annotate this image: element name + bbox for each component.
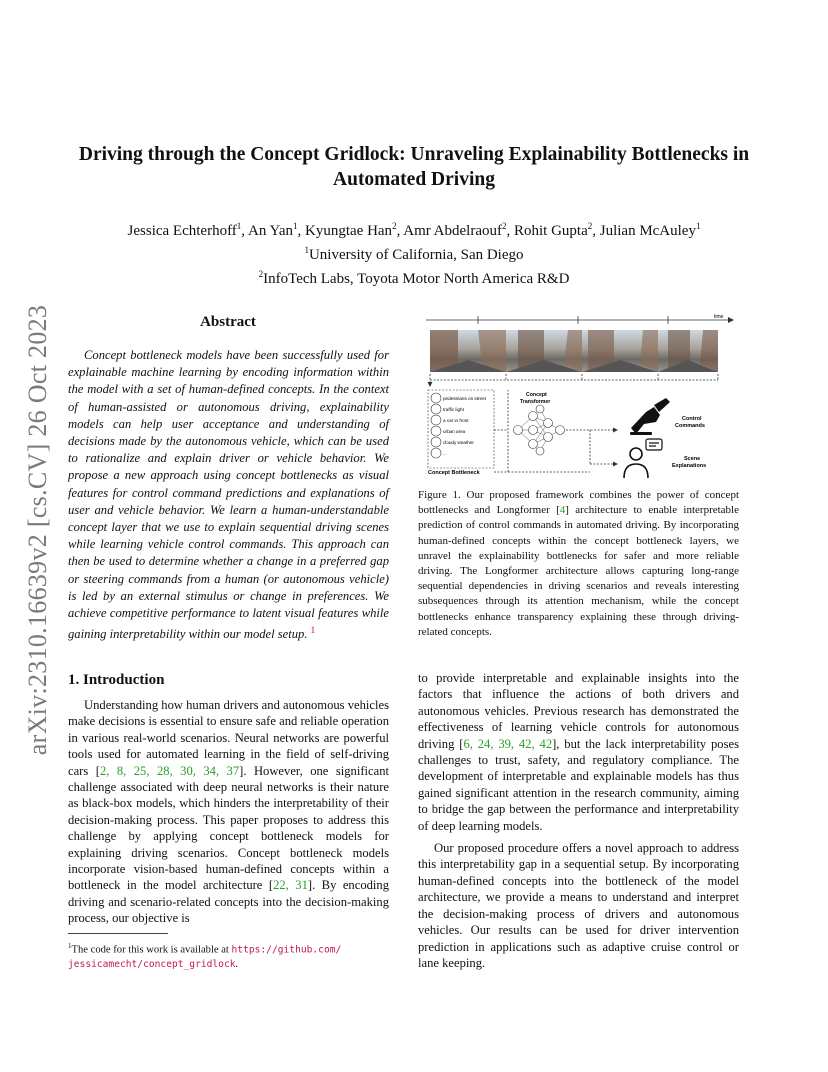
caption-text: Figure 1. Our proposed framework combines the power of concept bottlenecks and Longformer [ (418, 489, 739, 517)
affil-text: InfoTech Labs, Toyota Motor North America R&D (263, 271, 570, 287)
author: Rohit Gupta (513, 223, 588, 239)
footnote (68, 939, 389, 972)
author-names: Jessica Echterhoff$^1$, An Yan$^1$, Kyungtae Han$^2$, Amr Abdelraouf$^2$, Rohit Gupta$^2$, Julian McAuley$^1$ (127, 221, 701, 239)
concept-item: pedestrians on street (443, 396, 486, 401)
concept-item: a car in front (443, 418, 469, 423)
abstract-heading: Abstract (200, 314, 256, 330)
figure-1 (418, 312, 739, 484)
citation-link[interactable]: 2, 8, 25, 28, 30, 34, 37 (99, 763, 240, 778)
paragraph (418, 670, 739, 834)
paragraph-text: ]. However, one significant challenge associated with deep neural networks is their nature as black-box models, which hinders the interpretability of their decision-making process. This paper proposes to address this challenge by applying concept bottleneck models for explaining driving scenarios. Concept bottleneck models incorporate vision-based human-defined concepts within a bottleneck in the model architecture [ (68, 763, 390, 893)
abstract-text (68, 347, 389, 644)
arxiv-id-text: arXiv:2310.16639v2 [cs.CV] 26 Oct 2023 (23, 304, 52, 756)
concept-item: urban area (443, 429, 466, 434)
control-commands-label: Control (682, 416, 702, 422)
affil-mark: 2 (392, 221, 397, 231)
scene-explanations-label: Scene (684, 456, 701, 462)
citation-link[interactable]: 22, 31 (273, 878, 308, 893)
section-heading: 1. Introduction (68, 672, 165, 688)
arxiv-identifier (18, 300, 58, 760)
concept-bottleneck-label: Concept Bottleneck (428, 470, 480, 476)
affil-mark: 1 (293, 221, 298, 231)
control-commands-label: Commands (675, 423, 705, 429)
author: Jessica Echterhoff (127, 223, 237, 239)
footnote-link[interactable]: 1 (310, 625, 316, 636)
paragraph: Our proposed procedure offers a novel approach to address this interpretability gap in a sequential setup. By incorporating human-defined concepts into the bottleneck of the model architecture, we provide a means to understand and interpret the decision-making process of drivers and autonomous vehicles. Our results can be used for driver intervention prediction in applications such as adaptive cruise control or lane keeping. (418, 841, 739, 970)
footnote-mark: 1 (68, 942, 72, 950)
driver-person-icon (624, 448, 648, 478)
author: Julian McAuley (599, 223, 696, 239)
affiliation-2 (60, 265, 768, 289)
street-scene-images (430, 330, 718, 372)
code-url-link[interactable]: jessicamecht/concept_gridlock (68, 958, 236, 970)
footnote-rule (68, 933, 168, 934)
affil-mark: 1 (236, 221, 242, 231)
intro-left-column (68, 697, 389, 927)
concept-list (428, 390, 508, 476)
concept-item: ... (443, 451, 447, 456)
paragraph-text: to provide interpretable and explainable insights into the factors that influence the actions of both drivers and autonomous vehicles. Previous research has demonstrated the effectiveness of learning vehicle controls for autonomous driving [ (418, 671, 739, 751)
affiliation-1 (60, 241, 768, 265)
paragraph-text: ]. By encoding driving and scenario-related concepts into the decision-making process, our objective is (68, 878, 390, 926)
paragraph-text: ], but the lack interpretability poses challenges to trust, safety, and regulatory compliance. The development of interpretable and explainable models has thus gained significant attention in the research community, aiming to bridge the gap between the performance and interpretability of deep learning models. (418, 736, 739, 833)
pedal-icon (630, 398, 670, 435)
abstract-body: Concept bottleneck models have been successfully used for explainable machine learning by encoding information within the model with a set of human-defined concepts. In the context of human-assisted or autonomous driving, explainability models can help user acceptance and understanding of decisions made by the autonomous vehicle, which can be used to rationalize and explain driver or vehicle behavior. We propose a new approach using concept bottlenecks as visual features for control command predictions and explanations of user and vehicle behavior. We learn a human-understandable concept layer that we use to explain sequential driving scenes while learning vehicle control commands. This approach can then be used to determine whether a change in a preferred gap or steering commands from a human (or autonomous vehicle) is led by an external stimulus or change in preferences. We achieve competitive performance to latent visual features while gaining interpretability within our model setup. (68, 348, 389, 642)
framework-diagram (418, 312, 739, 484)
affil-mark: 1 (304, 245, 309, 255)
affil-mark: 2 (501, 221, 507, 231)
author: Amr Abdelraouf (403, 223, 502, 239)
paragraph-text: Understanding how human drivers and autonomous vehicles make decisions is essential to ensure safe and reliable operation in various real-world scenarios. Neural networks are powerful tools used for automated learning in the field of self-driving cars [ (68, 698, 389, 778)
affil-mark: 2 (258, 269, 264, 279)
transformer-label: Concept (526, 392, 547, 398)
time-arrow-icon (728, 317, 734, 323)
author: An Yan (247, 223, 293, 239)
citation-link[interactable]: 4 (559, 504, 566, 517)
paper-title (60, 142, 768, 192)
concept-item: cloudy weather (443, 440, 474, 445)
concept-transformer-network (514, 392, 565, 455)
citation-link[interactable]: 6, 24, 39, 42, 42 (463, 736, 553, 751)
title-line-2: Automated Driving (333, 169, 495, 190)
affil-mark: 1 (695, 221, 701, 231)
concept-item: traffic light (443, 407, 464, 412)
scene-explanations-label: Explanations (672, 463, 707, 469)
speech-bubble-icon (646, 439, 662, 450)
caption-text: ] architecture to enable interpretable prediction of control commands in automated driving. By incorporating human-defined concepts within the concept bottleneck layers, we unravel the explainability bottlenecks for safer and more reliable driving. The Longformer architecture allows capturing long-range sequential dependencies in driving scenarios and reveals interesting subsequences through its attention mechanism, while the concept bottlenecks enhance transparency explaining these through driving-related concepts. (418, 504, 739, 638)
time-label: time (714, 314, 724, 320)
transformer-label: Transformer (520, 399, 551, 405)
author: Kyungtae Han (305, 223, 393, 239)
intro-right-column (418, 670, 739, 977)
affil-text: University of California, San Diego (308, 247, 524, 263)
affil-mark: 2 (587, 221, 593, 231)
title-line-1: Driving through the Concept Gridlock: Unraveling Explainability Bottlenecks in (78, 144, 750, 165)
footnote-text: . (235, 958, 239, 970)
figure-caption (418, 488, 739, 640)
footnote-text: The code for this work is available at (71, 944, 232, 956)
code-url-link[interactable]: https://github.com/ (231, 944, 342, 956)
author-block (60, 217, 768, 289)
